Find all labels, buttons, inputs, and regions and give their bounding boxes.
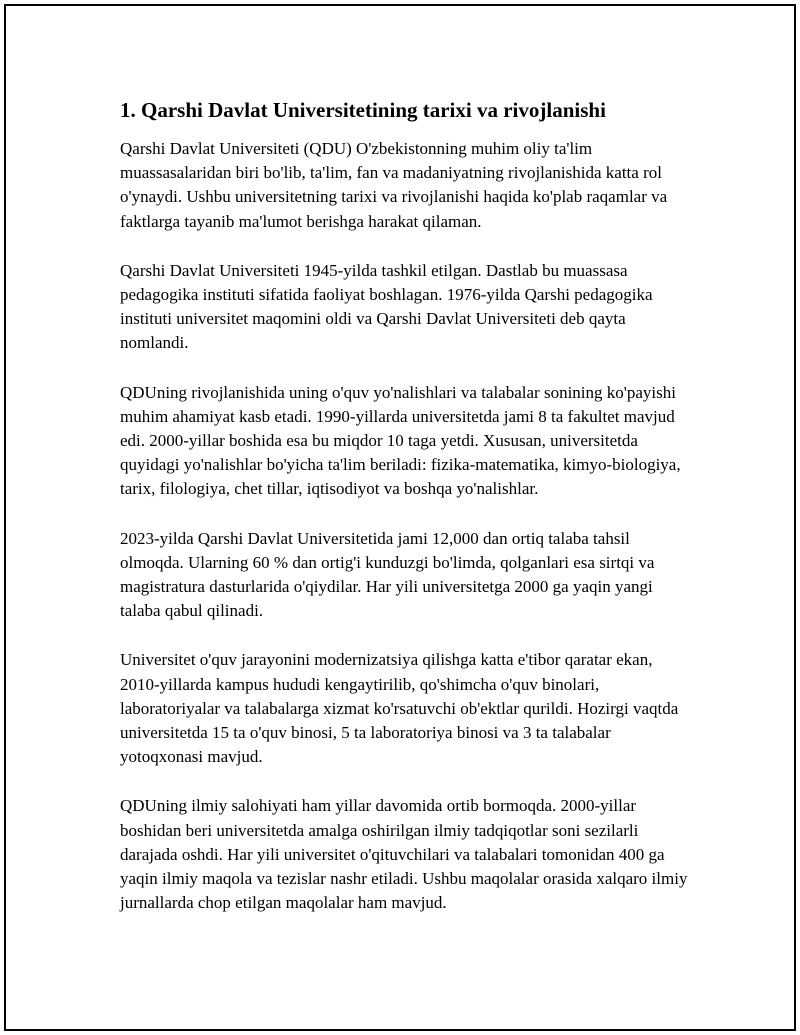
paragraph-founding: Qarshi Davlat Universiteti 1945-yilda tashkil etilgan. Dastlab bu muassasa pedagogika instituti sifatida faoliyat boshlagan. 1976-yilda Qarshi pedagogika instituti universitet maqomini oldi va Qarshi Davlat Universiteti deb qayta nomlandi. — [120, 260, 653, 353]
paragraph-research: QDUning ilmiy salohiyati ham yillar davomida ortib bormoqda. 2000-yillar boshidan beri universitetda amalga oshirilgan ilmiy tadqiqotlar soni sezilarli darajada oshdi. Har yili universitet o'qituvchilari va talabalari tomonidan 400 ga yaqin ilmiy maqola va tezislar nashr etiladi. Ushbu maqolalar orasida xalqaro ilmiy jurnallarda chop etilgan maqolalar ham mavjud. — [120, 796, 688, 913]
paragraph-students: 2023-yilda Qarshi Davlat Universitetida jami 12,000 dan ortiq talaba tahsil olmoqda. Ularning 60 % dan ortig'i kunduzgi bo'limda, qolganlari esa sirtqi va magistratura dasturlarida o'qiydilar. Har yili universitetga 2000 ga yaqin yangi talaba qabul qilinadi. — [120, 528, 655, 621]
document-body — [120, 96, 695, 940]
section-heading: 1. Qarshi Davlat Universitetining tarixi va rivojlanishi — [120, 98, 606, 122]
paragraph-faculties: QDUning rivojlanishida uning o'quv yo'nalishlari va talabalar sonining ko'payishi muhim ahamiyat kasb etadi. 1990-yillarda universitetda jami 8 ta fakultet mavjud edi. 2000-yillar boshida esa bu miqdor 10 taga yetdi. Xususan, universitetda quyidagi yo'nalishlar bo'yicha ta'lim beriladi: fizika-matematika, kimyo-biologiya, tarix, filologiya, chet tillar, iqtisodiyot va boshqa yo'nalishlar. — [120, 382, 681, 499]
paragraph-campus: Universitet o'quv jarayonini modernizatsiya qilishga katta e'tibor qaratar ekan, 2010-yillarda kampus hududi kengaytirilib, qo'shimcha o'quv binolari, laboratoriyalar va talabalarga xizmat ko'rsatuvchi ob'ektlar qurildi. Hozirgi vaqtda universitetda 15 ta o'quv binosi, 5 ta laboratoriya binosi va 3 ta talabalar yotoqxonasi mavjud. — [120, 650, 679, 767]
page-frame — [4, 4, 796, 1031]
paragraph-intro: Qarshi Davlat Universiteti (QDU) O'zbekistonning muhim oliy ta'lim muassasalaridan biri bo'lib, ta'lim, fan va madaniyatning rivojlanishida katta rol o'ynaydi. Ushbu universitetning tarixi va rivojlanishi haqida ko'plab raqamlar va faktlarga tayanib ma'lumot berishga harakat qilaman. — [120, 139, 668, 231]
